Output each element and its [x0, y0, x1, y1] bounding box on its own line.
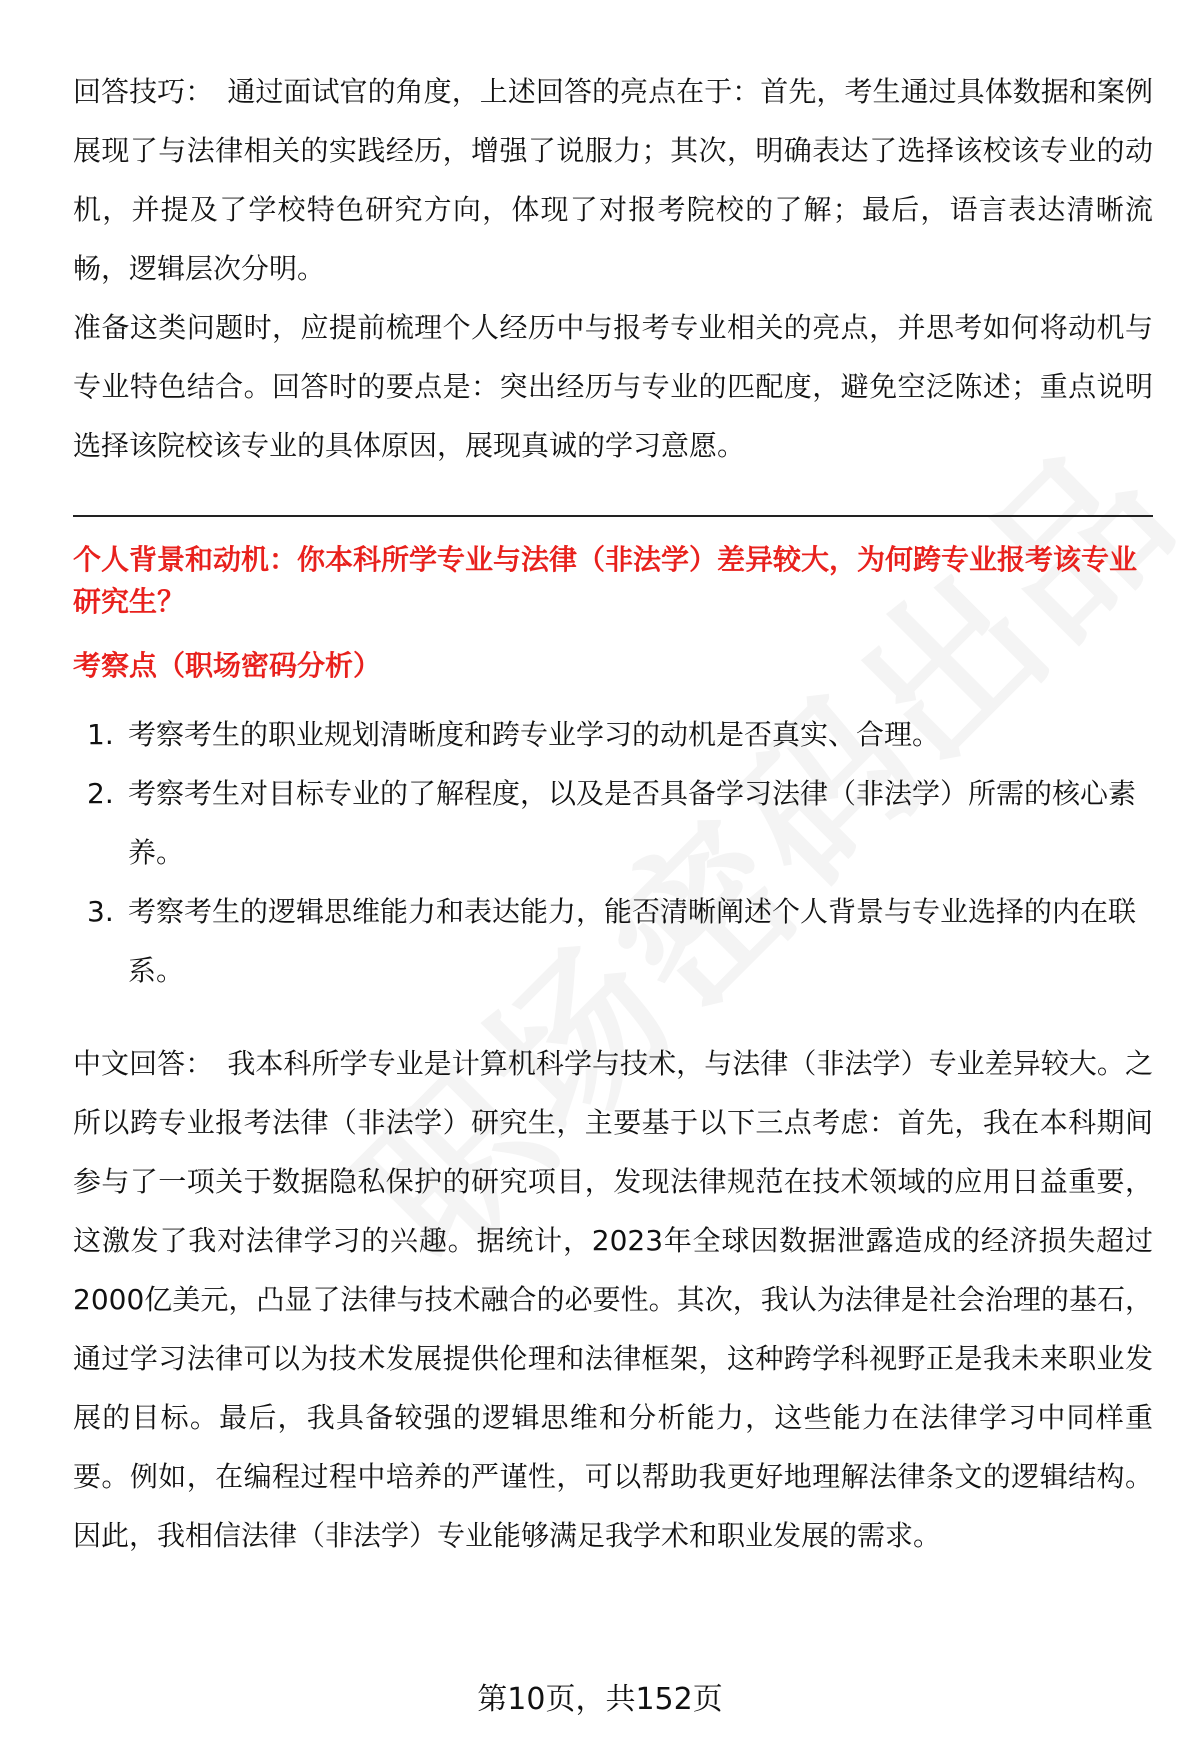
- list-item-text: 考察考生的职业规划清晰度和跨专业学习的动机是否真实、合理。: [128, 718, 941, 751]
- list-item: [73, 882, 1153, 1000]
- exam-points-title: 考察点（职场密码分析）: [73, 649, 382, 682]
- tips-paragraph: [73, 62, 1153, 298]
- list-item-text: 考察考生对目标专业的了解程度，以及是否具备学习法律（非法学）所需的核心素养。: [128, 777, 1137, 869]
- answer-text: 我本科所学专业是计算机科学与技术，与法律（非法学）专业差异较大。之所以跨专业报考法律（非法学）研究生，主要基于以下三点考虑：首先，我在本科期间参与了一项关于数据隐私保护的研究项目，发现法律规范在技术领域的应用日益重要，这激发了我对法律学习的兴趣。据统计，2023年全球因数据泄露造成的经济损失超过2000亿美元，凸显了法律与技术融合的必要性。其次，我认为法律是社会治理的基石，通过学习法律可以为技术发展提供伦理和法律框架，这种跨学科视野正是我未来职业发展的目标。最后，我具备较强的逻辑思维和分析能力，这些能力在法律学习中同样重要。例如，在编程过程中培养的严谨性，可以帮助我更好地理解法律条文的逻辑结构。因此，我相信法律（非法学）专业能够满足我学术和职业发展的需求。: [73, 1047, 1153, 1552]
- question-heading: 个人背景和动机：你本科所学专业与法律（非法学）差异较大，为何跨专业报考该专业研究生？: [73, 543, 1138, 618]
- list-item: [73, 705, 1153, 764]
- list-item-number: 1.: [87, 718, 114, 751]
- list-item-number: 3.: [87, 895, 114, 928]
- section-divider: [73, 515, 1153, 517]
- list-item-number: 2.: [87, 777, 114, 810]
- exam-points-list: [73, 705, 1153, 1000]
- answer-paragraph: [73, 1034, 1153, 1565]
- prep-paragraph: 准备这类问题时，应提前梳理个人经历中与报考专业相关的亮点，并思考如何将动机与专业特色结合。回答时的要点是：突出经历与专业的匹配度，避免空泛陈述；重点说明选择该院校该专业的具体原因，展现真诚的学习意愿。: [73, 311, 1153, 462]
- tips-text: 通过面试官的角度，上述回答的亮点在于：首先，考生通过具体数据和案例展现了与法律相关的实践经历，增强了说服力；其次，明确表达了选择该校该专业的动机，并提及了学校特色研究方向，体现了对报考院校的了解；最后，语言表达清晰流畅，逻辑层次分明。: [73, 75, 1153, 285]
- page-footer: 第10页，共152页: [477, 1682, 723, 1717]
- list-item-text: 考察考生的逻辑思维能力和表达能力，能否清晰阐述个人背景与专业选择的内在联系。: [128, 895, 1137, 987]
- list-item: [73, 764, 1153, 882]
- tips-label: 回答技巧：: [73, 75, 214, 108]
- answer-label: 中文回答：: [73, 1047, 214, 1080]
- document-body: [73, 62, 1153, 1565]
